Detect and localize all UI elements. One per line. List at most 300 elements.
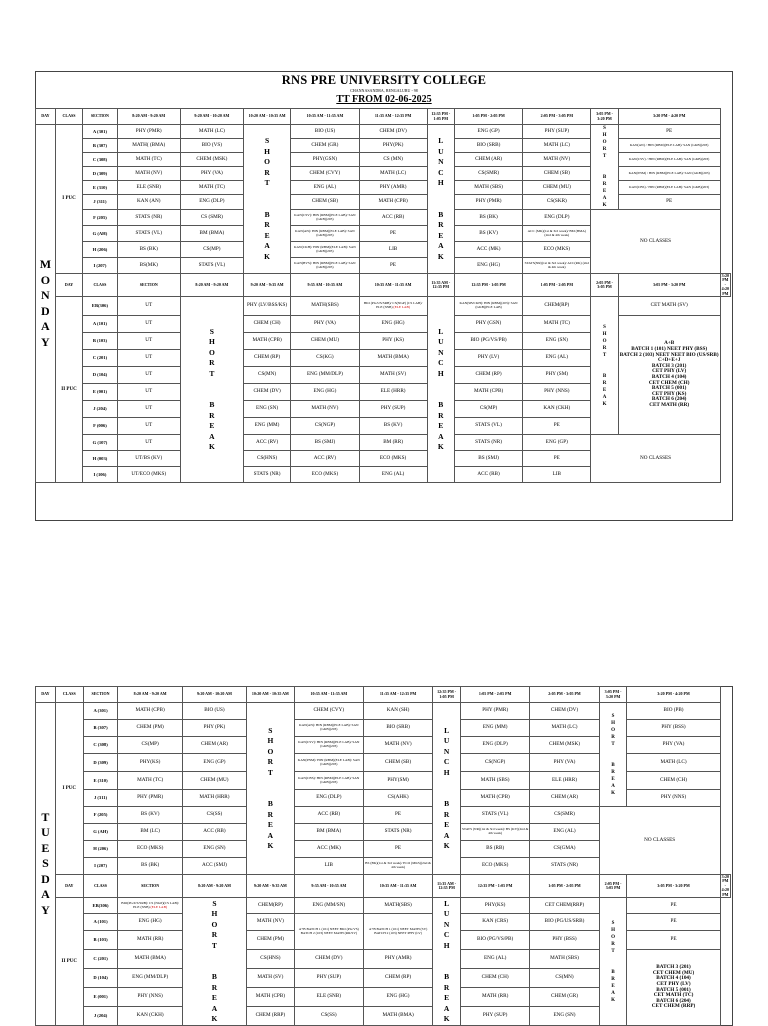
column-header: 10:35 AM - 11:35 AM [294, 687, 363, 703]
period-cell: CS (MN) [359, 153, 427, 167]
monday-table [35, 108, 731, 483]
column-header: CLASS [55, 109, 82, 125]
period-cell: MATH (CPB) [118, 703, 182, 720]
period-cell: PHY (SUP) [460, 1007, 529, 1026]
period-cell: PHY (PK) [182, 720, 246, 737]
batch-line: BATCH 6 (204) [651, 396, 687, 403]
batch-line: BATCH 4 (104) [656, 975, 691, 982]
period-cell: BIO (PG/VS/PB) [454, 333, 522, 350]
batch-line: BATCH 3 (201) [651, 362, 687, 369]
short-break-label: S H O R T B R E A K [611, 713, 615, 796]
period-cell: PHY (VA) [291, 316, 359, 333]
period-cell: BS (BK) [454, 210, 522, 226]
section-label: B (103) [83, 931, 118, 950]
period-cell: ENG (HG) [118, 914, 182, 931]
short-break-cell [180, 297, 243, 483]
section-label: J (204) [83, 401, 117, 418]
period-cell: BIO (SRB) [454, 139, 522, 153]
period-cell: BIO (PG/US/SRB)/ CS(NGP) (CS LAB)/ ELE (SNB) (ELE LAB) [359, 297, 427, 316]
period-cell: ACC (MK) [454, 242, 522, 258]
period-cell: PHY (AMR) [363, 950, 432, 969]
lunch-break-cell [427, 125, 454, 274]
column-header: 3:20 PM - 4:20 PM [627, 687, 720, 703]
period-cell: LIB [294, 858, 363, 875]
day-cell-tuesday [36, 703, 56, 1026]
period-cell: PE [618, 125, 720, 139]
period-cell: CHEM (CVY) [291, 167, 359, 181]
section-label: J (311) [83, 195, 117, 210]
column-header: DAY [36, 687, 56, 703]
period-cell: ENG (HG) [363, 988, 432, 1007]
column-header: 10:35 AM - 11:35 AM [359, 274, 427, 297]
short-break-cell [247, 703, 295, 875]
period-cell: PHY (AMR) [359, 181, 427, 195]
period-cell: STATS (VL) [117, 226, 180, 242]
column-header: CLASS [83, 274, 117, 297]
column-header: 2:05 PM - 3:05 PM [591, 274, 618, 297]
period-cell: MATH (NV) [363, 737, 432, 754]
period-cell: PHY (NNS) [523, 384, 591, 401]
period-cell: CS(MP) [118, 737, 182, 754]
period-cell: BS (KV) [454, 226, 522, 242]
batch-line: CET PHY (KS) [652, 390, 687, 397]
batch-line: BATCH 4 (104) [651, 374, 687, 381]
period-cell: ELE (HRR) [359, 384, 427, 401]
period-cell: MATH (CPB) [454, 384, 522, 401]
section-label: G (AH) [83, 824, 118, 841]
period-cell: BM (BMA) [180, 226, 243, 242]
period-cell: CS(SS) [294, 1007, 363, 1026]
period-cell: ACC (MK)(1st & 3rd week)/ BM (BMA) (2nd & 4th week) [523, 226, 591, 242]
period-cell: MATH (CPB) [460, 790, 529, 807]
period-cell: MATH (TC) [180, 181, 243, 195]
lab-note: (ELE LAB) [149, 904, 168, 909]
period-cell: PHY (LV/BSS/KS) [243, 297, 290, 316]
lunch-break-label: L U N C H B R E A K [437, 136, 444, 261]
period-cell: MATH (NV) [117, 167, 180, 181]
period-cell: MATH (TC) [118, 772, 182, 790]
lunch-break-label: L U N C H B R E A K [443, 898, 450, 1024]
period-cell: BS (SMJ) [291, 435, 359, 451]
column-header: 9:35 AM - 10:35 AM [291, 274, 359, 297]
period-cell: CHEM (MSK) [530, 737, 599, 754]
period-cell: ENG (HG) [291, 384, 359, 401]
period-cell: MATH (HRR) [182, 790, 246, 807]
no-classes-cell: NO CLASSES [599, 807, 720, 875]
period-cell: MATH (SV) [359, 367, 427, 384]
section-label: J (311) [83, 790, 118, 807]
period-cell: ACC (RB) [359, 210, 427, 226]
period-cell: PE [363, 841, 432, 858]
short-break-label: S H O R T B R E A K [211, 898, 218, 1024]
column-header: 3:20 PM - 4:20 PM [618, 109, 720, 125]
period-cell: KAN(CSV)/ HIN (RBM)(ELE LAB)/ SAN (GKB)(203) [291, 210, 359, 226]
period-cell: PE [359, 226, 427, 242]
period-cell: CET MATH (SV) [618, 297, 720, 316]
column-header: 12:35 PM - 1:05 PM [433, 687, 461, 703]
period-cell: ENG (GP) [454, 125, 522, 139]
period-cell: ENG (AL) [291, 181, 359, 195]
column-header: 10:35 AM - 11:35 AM [363, 875, 432, 898]
period-cell: PE [627, 898, 720, 914]
section-label: C (308) [83, 153, 117, 167]
period-cell: BIO (PB) [627, 703, 720, 720]
section-label: D (104) [83, 969, 118, 988]
period-cell: PHY (BSS) [530, 931, 599, 950]
period-cell: CHEM (MU) [182, 772, 246, 790]
period-cell: CS(MN) [530, 969, 599, 988]
column-header: SECTION [117, 274, 180, 297]
period-cell: CS (SMR) [180, 210, 243, 226]
section-label: A (101) [83, 914, 118, 931]
short-break-label: S H O R T B R E A K [611, 920, 615, 1003]
period-cell: MATH (NV) [291, 401, 359, 418]
period-cell: BS (RB) [460, 841, 529, 858]
period-cell: MATH( (BMA) [117, 139, 180, 153]
period-cell: MATH (NV) [247, 914, 295, 931]
short-break-label: S H O R T B R E A K [267, 725, 274, 850]
column-header: 3:20 PM - 4:20 PM [721, 273, 729, 296]
period-cell: CS(HNS) [247, 950, 295, 969]
period-cell: CHEM (AR) [454, 153, 522, 167]
period-cell: CHEM (AR) [182, 737, 246, 754]
short-break-label: S H O R T B R E A K [602, 324, 607, 407]
no-classes-cell: NO CLASSES [591, 435, 720, 483]
period-cell: CS(AHK) [363, 790, 432, 807]
batch-line: CET MATH (RR) [649, 402, 690, 408]
period-cell: CS(NGP) [291, 418, 359, 435]
period-cell: CET CHEM(RRP) [530, 898, 599, 914]
period-cell: PHY (VA) [180, 167, 243, 181]
period-cell: CHEM (DV) [294, 950, 363, 969]
batch-line: CET CHEM (CH) [648, 379, 690, 386]
column-header: 3:05 PM - 3:20 PM [618, 274, 720, 297]
period-cell: CHEM (SB) [363, 754, 432, 772]
column-header: 8:20 AM - 9:20 AM [118, 687, 182, 703]
period-cell: ENG (DLP) [460, 737, 529, 754]
period-cell: CHEM (MU) [291, 333, 359, 350]
period-cell: ENG (GP) [182, 754, 246, 772]
column-header: 10:20 AM - 10:35 AM [247, 687, 295, 703]
section-label: EB(306) [83, 898, 118, 914]
period-cell: KAN(AN)/ HIN (RBM)(ELE LAB)/ SAN (GKB)(203) [291, 226, 359, 242]
period-cell: CHEM (SB) [523, 167, 591, 181]
section-label: C (201) [83, 350, 117, 367]
period-cell: ENG (MM/DLP) [291, 367, 359, 384]
section-label: E (310) [83, 772, 118, 790]
period-cell: UT [117, 316, 180, 333]
column-header: 11:35 AM - 12:35 PM [427, 274, 454, 297]
period-cell: MATH (TC) [523, 316, 591, 333]
period-cell: CHEM (GR) [291, 139, 359, 153]
short-break-cell [599, 898, 627, 1026]
period-cell: ENG (HG) [454, 258, 522, 274]
period-cell: KAN (CKH) [523, 401, 591, 418]
short-break-cell [599, 703, 627, 807]
section-label: H (003) [83, 451, 117, 467]
period-cell: CHEM (MSK) [180, 153, 243, 167]
period-cell: PHY(GSN) [291, 153, 359, 167]
period-cell: MATH(SBS) [363, 898, 432, 914]
day-label: M O N D A Y [39, 257, 52, 349]
column-header: DAY [55, 875, 83, 898]
period-cell: A+B BATCH 1 (101) NEET BIO (PG/VS) BATCH 2 (103) NEET MATH (RR/SV) [294, 914, 363, 950]
period-cell: ACC (MK) [294, 841, 363, 858]
column-header: SECTION [118, 875, 182, 898]
period-cell: PHY (LV) [454, 350, 522, 367]
period-cell: STATS (VL) [460, 807, 529, 824]
period-cell: ENG (DLP) [523, 210, 591, 226]
section-label: E (310) [83, 181, 117, 195]
period-cell: UT [117, 367, 180, 384]
section-label: B (307) [83, 139, 117, 153]
section-label: J (204) [83, 1007, 118, 1026]
column-header: 11:35 AM - 12:35 PM [359, 109, 427, 125]
period-cell: ENG (HG) [359, 316, 427, 333]
section-label: I (207) [83, 258, 117, 274]
short-break-cell [591, 125, 618, 210]
period-cell: KAN (CRS) [460, 914, 529, 931]
section-label: E (001) [83, 988, 118, 1007]
period-cell: BM (RR) [359, 435, 427, 451]
period-cell: KAN(AN)/ HIN (RBM)(ELE LAB)/ SAN (GKB)(203) [294, 720, 363, 737]
period-cell: ENG (SN) [182, 841, 246, 858]
section-label: I (106) [83, 467, 117, 483]
period-cell: CS(MP) [454, 401, 522, 418]
period-cell: PHY (SUP) [294, 969, 363, 988]
period-cell: BS (SMJ) [454, 451, 522, 467]
lunch-break-cell [427, 297, 454, 483]
short-break-cell [182, 898, 246, 1026]
section-label: I (207) [83, 858, 118, 875]
period-cell: BS (KV) [359, 418, 427, 435]
period-cell: ENG (MM/DLP) [118, 969, 182, 988]
lunch-break-label: L U N C H B R E A K [437, 326, 444, 452]
period-cell: BS(MK) [117, 258, 180, 274]
period-cell: ENG (SN) [523, 333, 591, 350]
column-header: 1:05 PM - 2:05 PM [523, 274, 591, 297]
period-cell: ENG (AL) [359, 467, 427, 483]
period-cell: ACC (SMJ) [182, 858, 246, 875]
period-cell: BIO (PG/US/SRB) [530, 914, 599, 931]
period-cell: ENG (AL) [530, 824, 599, 841]
cet-batches-cell [618, 316, 720, 435]
period-cell: STATS (NR) [117, 210, 180, 226]
section-label: E (001) [83, 384, 117, 401]
section-label: F (205) [83, 210, 117, 226]
period-cell: CHEM(RP) [247, 898, 295, 914]
period-cell: ELE (SNB) [117, 181, 180, 195]
section-label: C (201) [83, 950, 118, 969]
period-cell: PE [359, 258, 427, 274]
section-label: H (206) [83, 841, 118, 858]
period-cell: CHEM (CVY) [294, 703, 363, 720]
period-cell: CHEM (PM) [118, 720, 182, 737]
period-cell: MATH (CPB) [247, 988, 295, 1007]
column-header: 2:05 PM - 3:05 PM [523, 109, 591, 125]
column-header: 11:35 AM - 12:35 PM [433, 875, 461, 898]
batch-line: A+B [664, 340, 675, 347]
period-cell: CS(SKR) [523, 195, 591, 210]
class-label: II PUC [55, 297, 82, 483]
period-cell: PHY(KS) [460, 898, 529, 914]
batch-line: BATCH 2 (103) NEET NEET BIO (US/SRB) [619, 351, 719, 358]
period-cell: CHEM (GR) [530, 988, 599, 1007]
period-cell: CHEM (RP) [243, 350, 290, 367]
period-cell: KAN (CKH) [118, 1007, 182, 1026]
period-cell: ACC (RV) [291, 451, 359, 467]
period-cell: ECO (MKS) [523, 242, 591, 258]
period-cell: MATH (LC) [359, 167, 427, 181]
section-label: H (206) [83, 242, 117, 258]
period-cell: PHY (PMR) [460, 703, 529, 720]
period-cell: PHY (VA) [530, 754, 599, 772]
period-cell: BIO (US) [182, 703, 246, 720]
period-cell: KAN(SB/CKH)/ HIN (RBM)(203)/ SAN (GKB)(ELE LAB) [454, 297, 522, 316]
section-label: A (101) [83, 316, 117, 333]
period-cell: CHEM (CH) [243, 316, 290, 333]
period-cell: PHY (PMR) [117, 125, 180, 139]
period-cell: PHY (NNS) [627, 790, 720, 807]
lab-note: (ELE LAB) [392, 305, 411, 310]
column-header: 11:35 AM - 12:35 PM [363, 687, 432, 703]
period-cell: CS(SMR) [454, 167, 522, 181]
period-cell: ECO (MKS) [460, 858, 529, 875]
period-cell: STATS (NR)(1st & 3rd week)/ BS (KV)(2nd & 4th week) [460, 824, 529, 841]
period-cell: MATH (LC) [530, 720, 599, 737]
column-header: 8:20 AM - 9:20 AM [180, 274, 243, 297]
batch-line: BATCH 6 (204) [656, 997, 691, 1004]
column-header: 2:05 PM - 3:05 PM [599, 875, 627, 898]
period-cell: PE [627, 931, 720, 950]
period-cell: ENG (AL) [523, 350, 591, 367]
period-cell: ENG (DLP) [180, 195, 243, 210]
period-cell: ENG (MM) [243, 418, 290, 435]
period-cell: PE [363, 807, 432, 824]
period-cell: KAN(PNM) / HIN (RBM)(ELE LAB)/ SAN (GKB)(203) [618, 167, 720, 181]
tuesday-table [35, 686, 731, 1026]
batch-line: C+D+E+J [657, 357, 681, 364]
period-cell: KAN(CKH)/ HIN (RBM)(ELE LAB)/ SAN (GKB)(203) [291, 242, 359, 258]
section-label: A (301) [83, 125, 117, 139]
section-label: G (AH) [83, 226, 117, 242]
period-cell: MATH (TC) [117, 153, 180, 167]
period-cell: STATS(NR)(1st & 3rd week)/ ACC(RK) (2nd & 4th week) [523, 258, 591, 274]
period-cell: ACC (RB) [182, 824, 246, 841]
period-cell: ECO (MKS) [291, 467, 359, 483]
column-header: SECTION [83, 109, 117, 125]
column-header: 9:20 AM - 10:20 AM [180, 109, 243, 125]
period-cell: MATH (SV) [247, 969, 295, 988]
period-cell: KAN(CSV)/ HIN (RBM)(ELE LAB)/ SAN (GKB)(203) [294, 737, 363, 754]
period-cell: PHY (BSS) [627, 720, 720, 737]
period-cell: ENG (SN) [530, 1007, 599, 1026]
section-label: G (107) [83, 435, 117, 451]
period-cell: MATH (RR) [118, 931, 182, 950]
column-header: CLASS [83, 875, 118, 898]
period-cell: KAN(PNM)/ HIN (RBM)(ELE LAB)/ SAN (GKB)(203) [294, 754, 363, 772]
period-cell: PHY (PMR) [454, 195, 522, 210]
period-cell: ACC (RV) [243, 435, 290, 451]
column-header: 9:20 AM - 9:35 AM [243, 274, 290, 297]
monday-timetable-sheet [35, 71, 733, 521]
period-cell: MATH (SBS) [530, 950, 599, 969]
period-cell: STATS (NR) [454, 435, 522, 451]
period-cell: UT/BS (KV) [117, 451, 180, 467]
column-header: 8:20 AM - 9:20 AM [117, 109, 180, 125]
column-header: 2:05 PM - 3:05 PM [530, 687, 599, 703]
batch-line: BATCH 5 (001) [651, 385, 687, 392]
period-cell: ACC (RB) [294, 807, 363, 824]
period-cell: CS(NGP) [460, 754, 529, 772]
column-header: 10:20 AM - 10:35 AM [243, 109, 290, 125]
column-header: 12:35 PM - 1:05 PM [427, 109, 454, 125]
section-label: B (307) [83, 720, 118, 737]
batch-line: CET PHY (LV) [652, 368, 687, 375]
period-cell: CHEM(RP) [523, 297, 591, 316]
period-cell: ENG (MM/SN) [294, 898, 363, 914]
period-cell: BIO(PG/US/SRB)/ CS (NGP)(CS LAB)/ ELE (SNB) (ELE LAB) [118, 898, 182, 914]
column-header: 10:35 AM - 11:35 AM [291, 109, 359, 125]
period-cell: UT [117, 435, 180, 451]
column-header: 1:05 PM - 2:05 PM [460, 687, 529, 703]
period-cell: CS(MN) [243, 367, 290, 384]
period-cell: KAN(CBS) / HIN (RBM)(ELE LAB)/ SAN (GKB)(203) [618, 181, 720, 195]
section-label: F (205) [83, 807, 118, 824]
lunch-break-label: L U N C H B R E A K [443, 725, 450, 850]
period-cell: MATH (RR) [460, 988, 529, 1007]
short-break-cell [243, 125, 290, 274]
column-header: 12:35 PM - 1:05 PM [454, 274, 522, 297]
class-label: II PUC [55, 898, 83, 1026]
day-cell-monday [36, 125, 56, 483]
period-cell: ENG (AL) [460, 950, 529, 969]
period-cell: A+B BATCH 1 (101) NEET MATH (SV) BATCH 2 (103) NEET PHY (LV) [363, 914, 432, 950]
period-cell: ENG (DLP) [294, 790, 363, 807]
college-address: CHANNASANDRA, BENGALURU - 98 [350, 88, 418, 93]
period-cell: MATH (LC) [627, 754, 720, 772]
section-label: C (308) [83, 737, 118, 754]
batch-line: CET MATH (TC) [653, 992, 694, 999]
period-cell: CHEM (CH) [627, 772, 720, 790]
period-cell: BS (BK)(1st & 3rd week)/ ECO (MKS)(2nd & 4th week) [363, 858, 432, 875]
column-header: DAY [36, 109, 56, 125]
period-cell: CHEM (DV) [530, 703, 599, 720]
period-cell: BM (BMA) [294, 824, 363, 841]
section-label: A (301) [83, 703, 118, 720]
class-label: I PUC [55, 125, 82, 274]
short-break-label: S H O R T B R E A K [208, 326, 215, 452]
period-cell: MATH (SBS) [454, 181, 522, 195]
batch-line: CET CHEM (RRP) [651, 1003, 696, 1010]
period-cell: BS (KV) [118, 807, 182, 824]
column-header: 3:05 PM - 3:20 PM [591, 109, 618, 125]
period-cell: CHEM (MU) [523, 181, 591, 195]
college-name: RNS PRE UNIVERSITY COLLEGE [281, 73, 487, 87]
column-header: 9:20 AM - 10:20 AM [182, 687, 246, 703]
column-header: 3:20 PM - 4:20 PM [721, 874, 729, 897]
timetable-date: TT FROM 02-06-2025 [336, 94, 432, 105]
period-cell: ELE (SNB) [294, 988, 363, 1007]
period-cell: BM (LC) [118, 824, 182, 841]
period-cell: KAN(CBS)/ HIN (RBM)(ELE LAB)/ SAN (GKB)(203) [294, 772, 363, 790]
period-cell: ENG (GP) [523, 435, 591, 451]
period-cell: PHY(SM) [363, 772, 432, 790]
section-label: B (103) [83, 333, 117, 350]
period-cell: CS(KG) [291, 350, 359, 367]
period-cell: CS(MP) [180, 242, 243, 258]
period-cell: KAN (SH) [363, 703, 432, 720]
